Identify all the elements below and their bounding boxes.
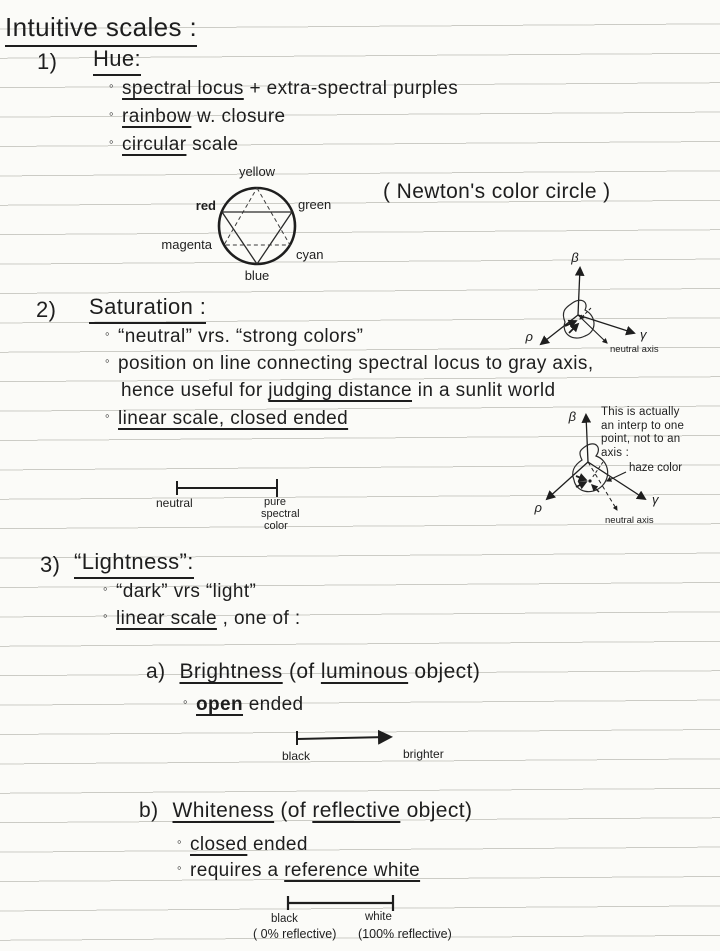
lightness-heading	[74, 549, 194, 579]
saturation-b2b-post: in a sunlit world	[412, 380, 556, 401]
whiteness-ended: ended	[247, 834, 308, 855]
hue-number: 1)	[37, 49, 58, 74]
margin-note-line: an interp to one	[601, 419, 685, 432]
saturation-bullet-3	[105, 408, 348, 430]
saturation-heading	[89, 294, 206, 324]
circle-label-red: red	[195, 198, 216, 213]
bullet-icon: ◦	[177, 860, 183, 875]
hue-bullet-1-underlined: spectral locus	[122, 78, 244, 99]
hue-bullet-3	[109, 134, 239, 156]
scale-label-spectral: spectral	[261, 508, 300, 520]
brightness-ended: ended	[243, 694, 304, 715]
brightness-mid: (of	[282, 660, 321, 683]
neutral-axis-label: neutral axis	[605, 515, 654, 526]
whiteness-word: Whiteness	[172, 799, 275, 822]
scale-sub-white: (100% reflective)	[358, 927, 452, 941]
whiteness-bullet-2	[177, 860, 420, 882]
scale-label-color: color	[264, 520, 288, 532]
lightness-bullet-1-text: “dark” vrs “light”	[116, 581, 257, 602]
scale-label-pure: pure	[264, 496, 287, 508]
scale-label-white: white	[365, 911, 392, 923]
scale-label-brighter: brighter	[403, 747, 444, 761]
saturation-b2b-pre: hence useful for	[121, 380, 269, 401]
neutral-axis-label: neutral axis	[610, 344, 659, 355]
whiteness-mid: (of	[274, 799, 313, 822]
brightness-scale-diagram	[272, 726, 467, 771]
circle-label-blue: blue	[244, 268, 270, 283]
axis-label-gamma: γ	[652, 492, 659, 507]
page-title-text: Intuitive scales :	[5, 12, 197, 47]
lightness-number: 3)	[40, 552, 61, 577]
brightness-heading	[146, 660, 480, 684]
bullet-icon: ◦	[109, 106, 115, 121]
color-circle-diagram	[158, 160, 348, 290]
saturation-bullet-2-text: position on line connecting spectral locus to gray axis,	[118, 353, 594, 374]
whiteness-reference-white: reference white	[284, 860, 421, 881]
page-title	[5, 12, 197, 47]
scale-label-neutral: neutral	[156, 496, 193, 510]
whiteness-bullet-1	[177, 834, 308, 856]
haze-color-label: haze color	[629, 462, 683, 474]
saturation-bullet-1	[105, 326, 363, 348]
axis-label-rho: ρ	[525, 329, 533, 344]
saturation-heading-text: Saturation :	[89, 294, 206, 324]
lightness-heading-text: “Lightness”:	[74, 549, 194, 579]
hue-heading-text: Hue:	[93, 46, 141, 76]
brightness-number: a)	[146, 660, 166, 683]
hue-bullet-3-rest: scale	[186, 134, 239, 155]
brightness-luminous: luminous	[320, 660, 409, 683]
hue-bullet-2-rest: w. closure	[191, 106, 286, 127]
margin-note-line: point, not to an	[601, 433, 681, 445]
brightness-bullet-1	[183, 694, 304, 716]
circle-label-magenta: magenta	[161, 237, 212, 252]
circle-label-green: green	[298, 197, 332, 212]
hue-bullet-1-rest: + extra-spectral purples	[243, 78, 459, 99]
saturation-scale-diagram	[140, 468, 340, 543]
circle-label-yellow: yellow	[238, 164, 276, 179]
scale-sub-black: ( 0% reflective)	[253, 927, 337, 941]
bullet-icon: ◦	[103, 581, 109, 596]
lightness-bullet-2-underlined: linear scale	[116, 608, 217, 629]
whiteness-heading	[139, 799, 472, 823]
whiteness-number: b)	[139, 799, 159, 822]
bullet-icon: ◦	[183, 694, 189, 709]
saturation-bullet-2-cont	[121, 380, 555, 402]
bullet-icon: ◦	[105, 353, 111, 368]
brightness-word: Brightness	[179, 660, 283, 683]
margin-note-line: axis :	[601, 446, 630, 459]
whiteness-reflective: reflective	[312, 799, 401, 822]
bullet-icon: ◦	[109, 134, 115, 149]
margin-note-line: This is actually	[601, 406, 680, 418]
axis-label-rho: ρ	[534, 500, 542, 515]
brightness-rest: object)	[408, 660, 481, 683]
bullet-icon: ◦	[177, 834, 183, 849]
newton-caption: ( Newton's color circle )	[383, 180, 611, 203]
lightness-bullet-2	[103, 608, 301, 630]
bullet-icon: ◦	[109, 78, 115, 93]
brightness-open: open	[196, 694, 244, 715]
lightness-bullet-2-rest: , one of :	[216, 608, 301, 629]
axis-label-beta: β	[571, 250, 579, 265]
lightness-bullet-1	[103, 581, 256, 603]
whiteness-requires: requires a	[190, 860, 285, 881]
scale-label-black: black	[271, 913, 298, 925]
color-space-axes-diagram	[505, 246, 720, 366]
axis-label-beta: β	[568, 409, 576, 424]
whiteness-scale-diagram	[225, 884, 495, 950]
circle-label-cyan: cyan	[296, 247, 324, 262]
bullet-icon: ◦	[105, 326, 111, 341]
whiteness-closed: closed	[190, 834, 248, 855]
hue-bullet-2	[109, 106, 286, 128]
axis-label-gamma: γ	[640, 327, 647, 342]
saturation-bullet-3-text: linear scale, closed ended	[118, 408, 349, 429]
saturation-bullet-2	[105, 353, 594, 375]
hue-bullet-1	[109, 78, 458, 100]
hue-heading	[93, 46, 141, 76]
saturation-b2b-underlined: judging distance	[268, 380, 413, 401]
saturation-number: 2)	[36, 297, 57, 322]
hue-bullet-2-underlined: rainbow	[122, 106, 192, 127]
haze-color-axes-diagram	[518, 402, 720, 542]
bullet-icon: ◦	[103, 608, 109, 623]
hue-bullet-3-underlined: circular	[122, 134, 187, 155]
whiteness-rest: object)	[400, 799, 473, 822]
saturation-bullet-1-text: “neutral” vrs. “strong colors”	[118, 326, 364, 347]
scale-label-black: black	[282, 749, 311, 763]
bullet-icon: ◦	[105, 408, 111, 423]
